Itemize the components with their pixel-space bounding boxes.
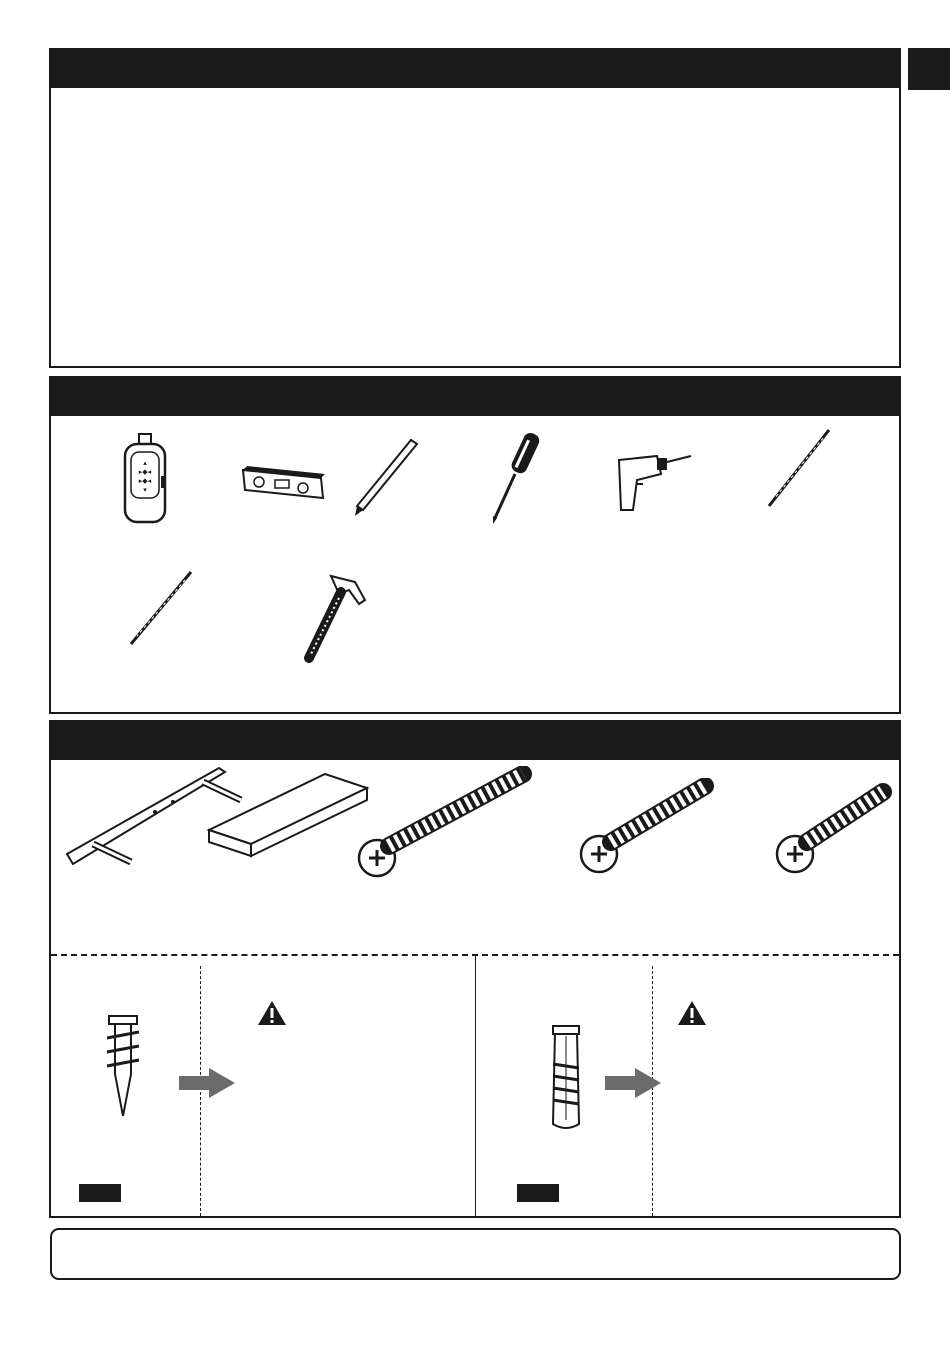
drill-bit-icon	[763, 426, 833, 510]
svg-text:▾: ▾	[143, 487, 147, 494]
screwdriver-icon	[485, 430, 545, 526]
drill-bit-small-icon	[125, 568, 195, 648]
svg-text:▸◆◂: ▸◆◂	[138, 469, 152, 476]
parts-panel	[49, 720, 901, 1218]
warning-icon	[257, 1000, 287, 1026]
warning-icon	[677, 1000, 707, 1026]
right-option-tag	[517, 1184, 559, 1202]
tools-panel	[49, 376, 901, 714]
parts-panel-header	[51, 722, 899, 760]
language-tab	[908, 48, 950, 90]
svg-text:▸◆◂: ▸◆◂	[138, 478, 152, 485]
drill-icon	[611, 448, 695, 518]
tools-panel-header	[51, 378, 899, 416]
intro-panel	[49, 48, 901, 368]
self-drilling-anchor-icon	[103, 1014, 143, 1120]
stud-finder-icon	[115, 432, 175, 524]
arrow-right-icon	[603, 1066, 663, 1100]
arrow-right-icon	[177, 1066, 237, 1100]
hammer-icon	[295, 572, 371, 668]
shelf-board-icon	[205, 772, 371, 862]
long-screw-icon	[355, 766, 535, 884]
svg-text:▴: ▴	[143, 460, 147, 467]
footer-note-box	[50, 1228, 901, 1280]
intro-panel-header	[51, 50, 899, 88]
plastic-wall-plug-icon	[549, 1024, 583, 1134]
short-screw-icon	[773, 782, 893, 878]
spirit-level-icon	[241, 462, 327, 504]
pencil-icon	[351, 436, 421, 518]
options-divider	[475, 956, 476, 1216]
left-option-tag	[79, 1184, 121, 1202]
medium-screw-icon	[577, 778, 717, 878]
